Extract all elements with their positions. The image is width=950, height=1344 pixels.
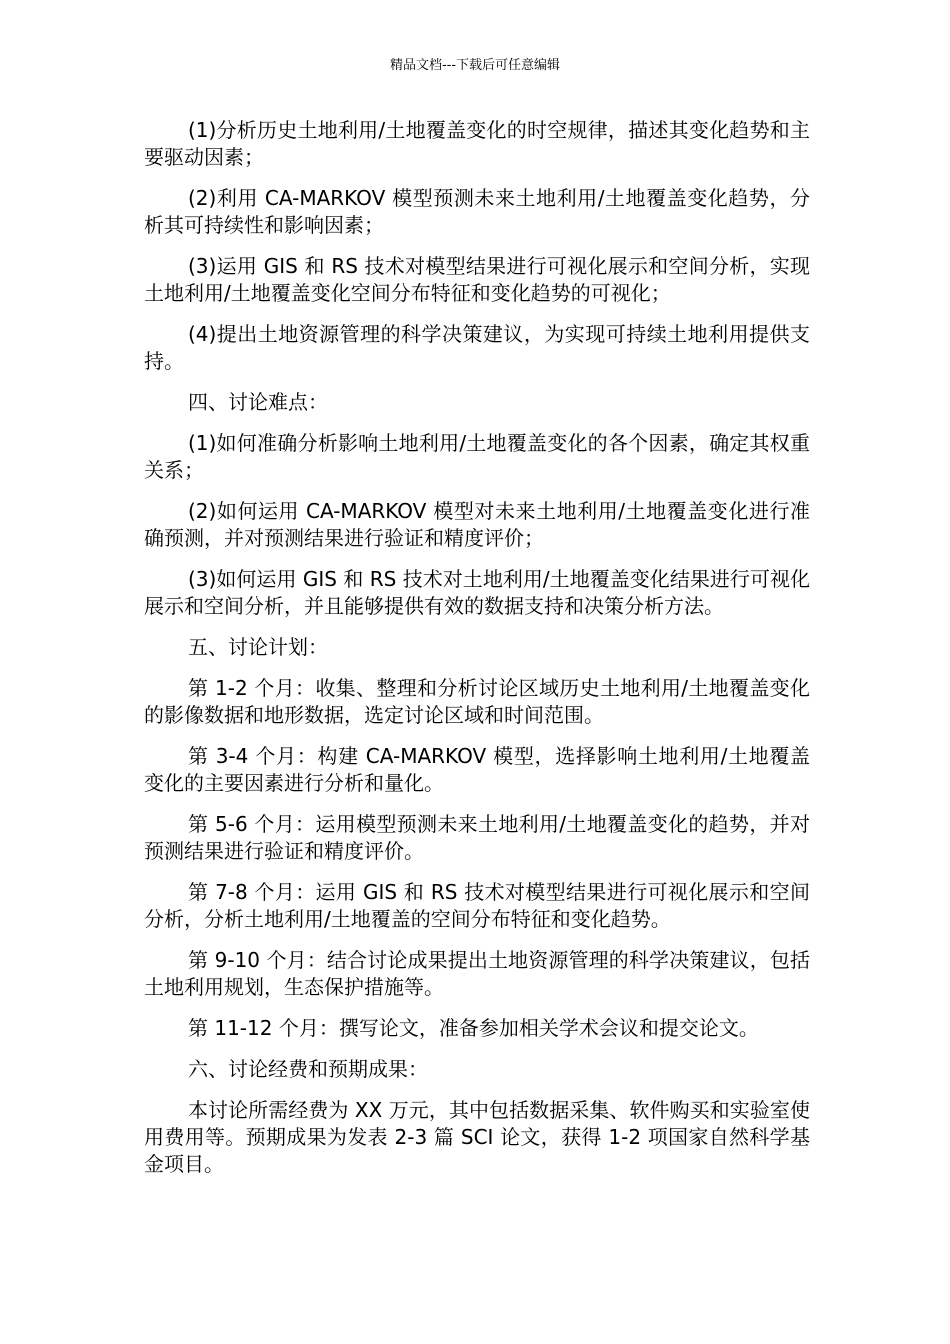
objective-1: (1)分析历史土地利用/土地覆盖变化的时空规律，描述其变化趋势和主要驱动因素； xyxy=(144,118,810,169)
plan-month-1-2: 第 1-2 个月：收集、整理和分析讨论区域历史土地利用/土地覆盖变化的影像数据和地形数据，选定讨论区域和时间范围。 xyxy=(144,676,810,727)
objective-4: (4)提出土地资源管理的科学决策建议，为实现可持续土地利用提供支持。 xyxy=(144,322,810,373)
document-body xyxy=(144,117,810,1192)
difficulty-2: (2)如何运用 CA-MARKOV 模型对未来土地利用/土地覆盖变化进行准确预测，并对预测结果进行验证和精度评价； xyxy=(144,499,810,550)
plan-month-7-8: 第 7-8 个月：运用 GIS 和 RS 技术对模型结果进行可视化展示和空间分析，分析土地利用/土地覆盖的空间分布特征和变化趋势。 xyxy=(144,880,810,931)
objective-3: (3)运用 GIS 和 RS 技术对模型结果进行可视化展示和空间分析，实现土地利用/土地覆盖变化空间分布特征和变化趋势的可视化； xyxy=(144,254,810,305)
plan-month-5-6: 第 5-6 个月：运用模型预测未来土地利用/土地覆盖变化的趋势，并对预测结果进行验证和精度评价。 xyxy=(144,812,810,863)
difficulty-3: (3)如何运用 GIS 和 RS 技术对土地利用/土地覆盖变化结果进行可视化展示和空间分析，并且能够提供有效的数据支持和决策分析方法。 xyxy=(144,567,810,618)
section-heading-plan: 五、讨论计划： xyxy=(188,635,328,659)
budget-and-outcomes: 本讨论所需经费为 XX 万元，其中包括数据采集、软件购买和实验室使用费用等。预期成果为发表 2-3 篇 SCI 论文，获得 1-2 项国家自然科学基金项目。 xyxy=(144,1098,810,1176)
objective-2: (2)利用 CA-MARKOV 模型预测未来土地利用/土地覆盖变化趋势，分析其可持续性和影响因素； xyxy=(144,186,810,237)
difficulty-1: (1)如何准确分析影响土地利用/土地覆盖变化的各个因素，确定其权重关系； xyxy=(144,431,810,482)
plan-month-3-4: 第 3-4 个月：构建 CA-MARKOV 模型，选择影响土地利用/土地覆盖变化的主要因素进行分析和量化。 xyxy=(144,744,810,795)
page-header: 精品文档---下载后可任意编辑 xyxy=(389,58,561,73)
plan-month-9-10: 第 9-10 个月：结合讨论成果提出土地资源管理的科学决策建议，包括土地利用规划，生态保护措施等。 xyxy=(144,948,810,999)
plan-month-11-12: 第 11-12 个月：撰写论文，准备参加相关学术会议和提交论文。 xyxy=(188,1016,759,1040)
section-heading-budget: 六、讨论经费和预期成果： xyxy=(188,1057,428,1081)
section-heading-difficulties: 四、讨论难点： xyxy=(188,390,328,414)
